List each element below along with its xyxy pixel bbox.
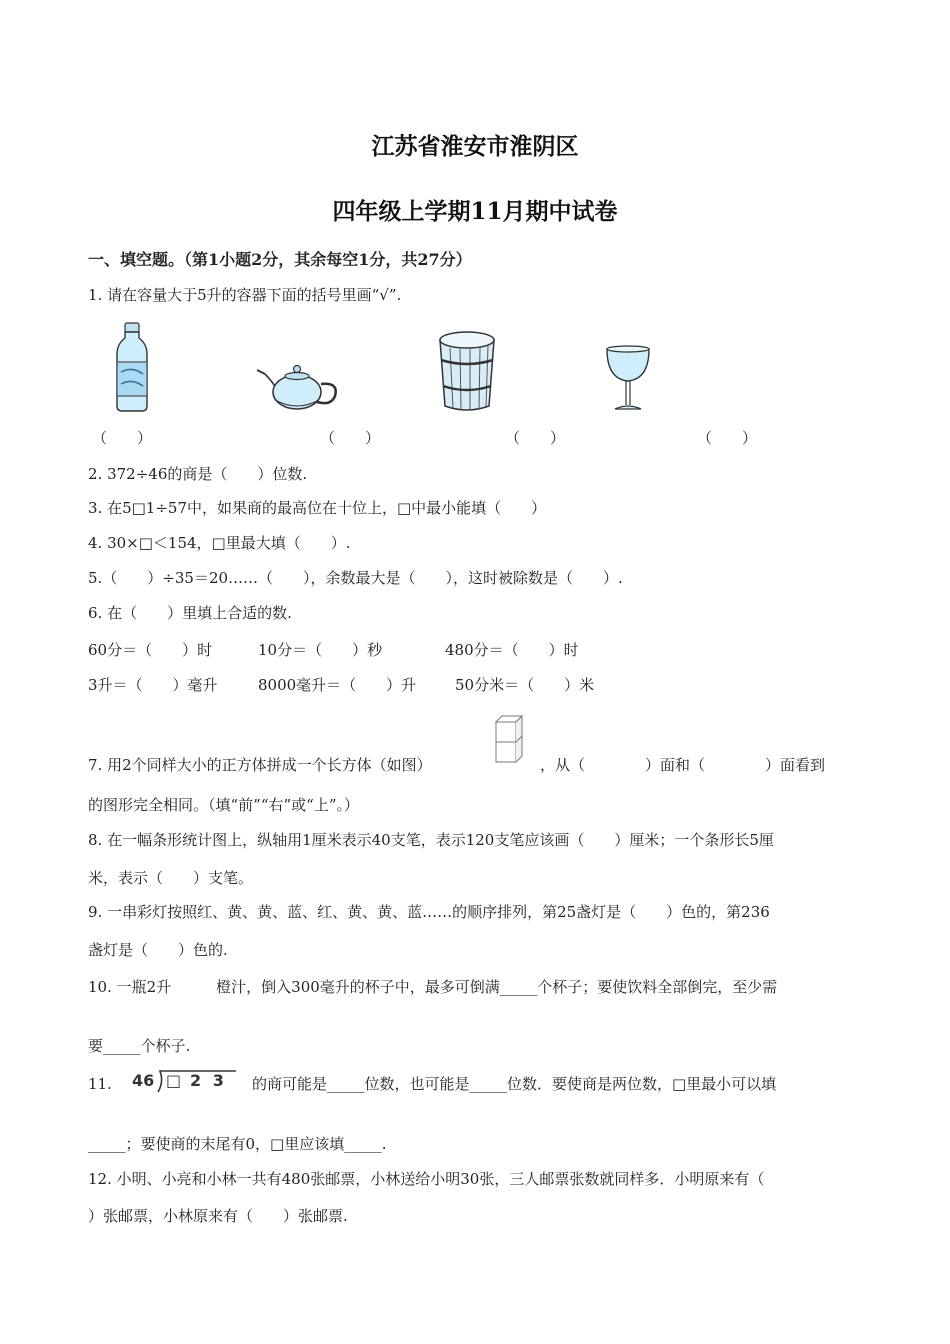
question-1-text: 1. 请在容量大于5升的容器下面的括号里画“√”. [88, 286, 402, 304]
long-division-figure [130, 1070, 240, 1096]
question-2: 2. 372÷46的商是（ ）位数. [88, 465, 308, 483]
q6-row2-item3: 50分米＝（ ）米 [455, 676, 595, 694]
water-bottle-icon [112, 322, 152, 412]
q6-row1-item3: 480分＝（ ）时 [445, 641, 579, 659]
question-12-line1: 12. 小明、小亮和小林一共有480张邮票，小林送给小明30张，三人邮票张数就同样多．小明原来有（ [88, 1170, 765, 1188]
teapot-icon [255, 360, 343, 412]
q6-row2-item2: 8000毫升＝（ ）升 [258, 676, 417, 694]
question-10-line1: 10. 一瓶2升 橙汁，倒入300毫升的杯子中，最多可倒满_____个杯子；要使饮料全部倒完，至少需 [88, 978, 778, 996]
question-12-line2: ）张邮票，小林原来有（ ）张邮票. [88, 1207, 348, 1225]
divisor: 46 [132, 1071, 155, 1090]
question-9-line1: 9. 一串彩灯按照红、黄、黄、蓝、红、黄、黄、蓝……的顺序排列，第25盏灯是（ ）色的，第236 [88, 903, 770, 921]
question-8-line1: 8. 在一幅条形统计图上，纵轴用1厘米表示40支笔，表示120支笔应该画（ ）厘米；一个条形长5厘 [88, 831, 774, 849]
question-5: 5.（ ）÷35＝20……（ ），余数最大是（ ），这时被除数是（ ）. [88, 569, 623, 587]
question-9-line2: 盏灯是（ ）色的. [88, 941, 228, 959]
exam-title: 四年级上学期11月期中试卷 [332, 198, 618, 225]
exam-title-region: 江苏省淮安市淮阴区 [371, 133, 579, 160]
question-11-line2: _____；要使商的末尾有0，□里应该填_____. [88, 1135, 387, 1153]
wooden-bucket-icon [436, 330, 498, 412]
answer-bracket-teapot[interactable]: （ ） [320, 429, 381, 447]
cuboid-figure-icon [494, 714, 524, 764]
section-heading-fill-in: 一、填空题。（第1小题2分，其余每空1分，共27分） [88, 250, 472, 269]
question-8-line2: 米，表示（ ）支笔。 [88, 869, 254, 887]
answer-bracket-glass[interactable]: （ ） [697, 429, 758, 447]
answer-bracket-bottle[interactable]: （ ） [92, 429, 153, 447]
wine-glass-icon [605, 345, 651, 413]
question-4: 4. 30×□＜154，□里最大填（ ）. [88, 534, 351, 552]
dividend-box: □ [166, 1071, 182, 1090]
q6-row1-item1: 60分＝（ ）时 [88, 641, 213, 659]
question-11-number: 11. [88, 1075, 112, 1093]
question-7-line2: 的图形完全相同。（填“前”“右”或“上”。） [88, 796, 360, 814]
answer-bracket-bucket[interactable]: （ ） [505, 429, 566, 447]
question-7-part1: 7. 用2个同样大小的正方体拼成一个长方体（如图） [88, 756, 432, 774]
dividend-digits: 2 3 [190, 1071, 227, 1090]
question-11-text: 的商可能是_____位数，也可能是_____位数．要使商是两位数，□里最小可以填 [252, 1075, 777, 1093]
question-7-part2: ，从（ ）面和（ ）面看到 [540, 756, 826, 774]
question-10-line2: 要_____个杯子. [88, 1037, 191, 1055]
q6-row2-item1: 3升＝（ ）毫升 [88, 676, 218, 694]
q6-row1-item2: 10分＝（ ）秒 [258, 641, 383, 659]
question-6-text: 6. 在（ ）里填上合适的数. [88, 604, 292, 622]
question-3: 3. 在5□1÷57中，如果商的最高位在十位上，□中最小能填（ ） [88, 499, 547, 517]
